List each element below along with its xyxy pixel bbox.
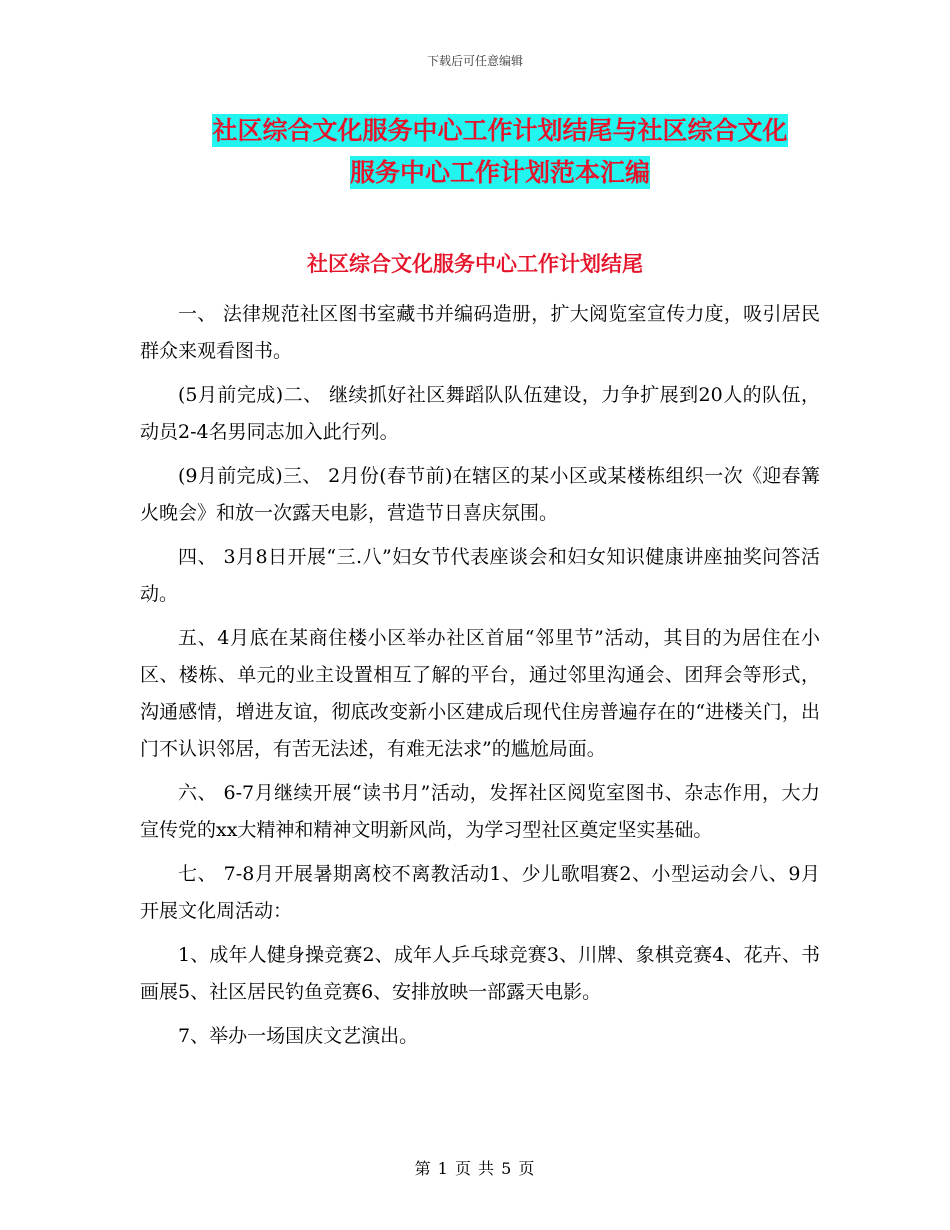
paragraph: 一、 法律规范社区图书室藏书并编码造册，扩大阅览室宣传力度，吸引居民群众来观看图书。	[140, 303, 820, 362]
page-number: 第 1 页 共 5 页	[414, 1159, 536, 1178]
section-heading: 社区综合文化服务中心工作计划结尾	[307, 252, 643, 276]
document-title-line-1: 社区综合文化服务中心工作计划结尾与社区综合文化	[212, 116, 788, 145]
page-header-note: 下载后可任意编辑	[426, 54, 523, 68]
paragraph: 七、 7-8月开展暑期离校不离教活动1、少儿歌唱赛2、小型运动会八、9月开展文化周活动：	[140, 863, 820, 922]
paragraph: 1、成年人健身操竞赛2、成年人乒乓球竞赛3、川牌、象棋竞赛4、花卉、书画展5、社区居民钓鱼竞赛6、安排放映一部露天电影。	[140, 944, 820, 1003]
document-title-line-2: 服务中心工作计划范本汇编	[349, 158, 650, 187]
document-title	[120, 110, 880, 194]
document-body	[140, 296, 820, 1062]
paragraph: (9月前完成)三、 2月份(春节前)在辖区的某小区或某楼栋组织一次《迎春篝火晚会》和放一次露天电影，营造节日喜庆氛围。	[140, 465, 820, 524]
paragraph: 7、举办一场国庆文艺演出。	[178, 1025, 419, 1047]
paragraph: (5月前完成)二、 继续抓好社区舞蹈队队伍建设，力争扩展到20人的队伍，动员2-4名男同志加入此行列。	[140, 384, 820, 443]
paragraph: 六、 6-7月继续开展“读书月”活动，发挥社区阅览室图书、杂志作用，大力宣传党的xx大精神和精神文明新风尚，为学习型社区奠定坚实基础。	[140, 782, 820, 841]
paragraph: 五、4月底在某商住楼小区举办社区首届“邻里节”活动，其目的为居住在小区、楼栋、单元的业主设置相互了解的平台，通过邻里沟通会、团拜会等形式，沟通感情，增进友谊，彻底改变新小区建成后现代住房普遍存在的“进楼关门，出门不认识邻居，有苦无法述，有难无法求”的尴尬局面。	[140, 627, 820, 760]
paragraph: 四、 3月8日开展“三.八”妇女节代表座谈会和妇女知识健康讲座抽奖问答活动。	[140, 546, 820, 605]
